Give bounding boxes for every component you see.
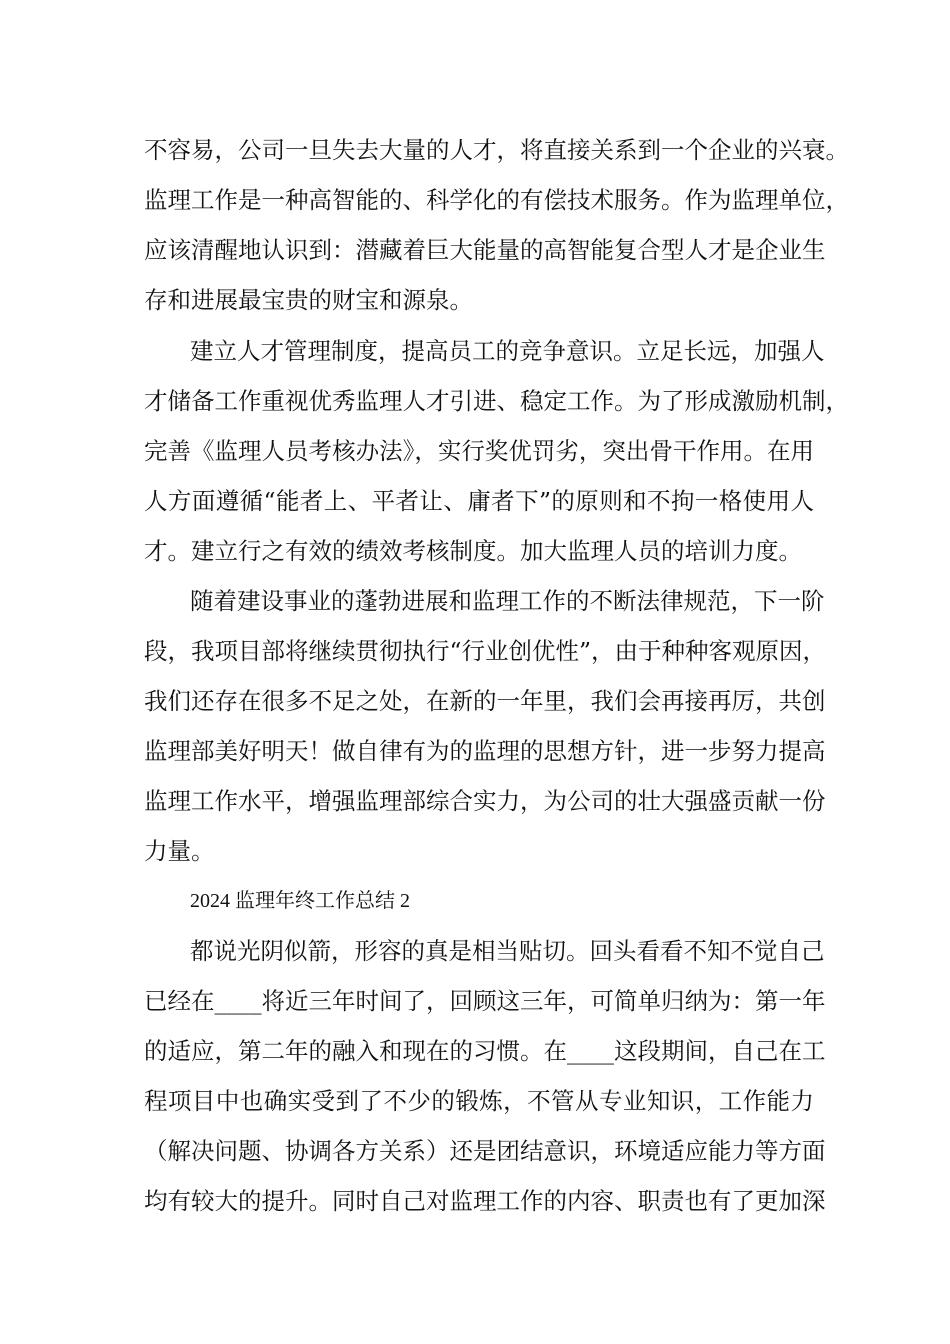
paragraph-2-line-5: 才。建立行之有效的绩效考核制度。加大监理人员的培训力度。 [144, 537, 802, 565]
paragraph-4-line-5: （解决问题、协调各方关系）还是团结意识，环境适应能力等方面 [144, 1137, 826, 1165]
paragraph-3-line-4: 监理部美好明天！做自律有为的监理的思想方针，进一步努力提高 [144, 737, 826, 765]
paragraph-2-line-2: 才储备工作重视优秀监理人才引进、稳定工作。为了形成激励机制， [144, 387, 849, 415]
paragraph-1-line-2: 监理工作是一种高智能的、科学化的有偿技术服务。作为监理单位， [144, 186, 849, 214]
paragraph-1-line-4: 存和进展最宝贵的财宝和源泉。 [144, 286, 473, 314]
paragraph-1-line-3: 应该清醒地认识到：潜藏着巨大能量的高智能复合型人才是企业生 [144, 236, 826, 264]
paragraph-2-line-1: 建立人才管理制度，提高员工的竞争意识。立足长远，加强人 [190, 337, 825, 365]
paragraph-4-line-2: 已经在____将近三年时间了，回顾这三年，可简单归纳为：第一年 [144, 987, 826, 1015]
paragraph-4-line-6: 均有较大的提升。同时自己对监理工作的内容、职责也有了更加深 [144, 1187, 826, 1215]
paragraph-3-line-3: 我们还存在很多不足之处，在新的一年里，我们会再接再厉，共创 [144, 687, 826, 715]
paragraph-3-line-5: 监理工作水平，增强监理部综合实力，为公司的壮大强盛贡献一份 [144, 787, 826, 815]
paragraph-1-line-1: 不容易，公司一旦失去大量的人才，将直接关系到一个企业的兴衰。 [144, 136, 849, 164]
paragraph-4-line-4: 程项目中也确实受到了不少的锻炼，不管从专业知识，工作能力 [144, 1087, 814, 1115]
paragraph-4-line-1: 都说光阴似箭，形容的真是相当贴切。回头看看不知不觉自己 [190, 937, 825, 965]
paragraph-2-line-3: 完善《监理人员考核办法》，实行奖优罚劣，突出骨干作用。在用 [144, 437, 814, 465]
paragraph-4-line-3: 的适应，第二年的融入和现在的习惯。在____这段期间，自己在工 [144, 1037, 826, 1065]
paragraph-3-line-1: 随着建设事业的蓬勃进展和监理工作的不断法律规范，下一阶 [190, 587, 825, 615]
paragraph-3-line-6: 力量。 [144, 837, 215, 865]
paragraph-3-line-2: 段，我项目部将继续贯彻执行“行业创优性”，由于种种客观原因， [144, 637, 827, 665]
paragraph-2-line-4: 人方面遵循“能者上、平者让、庸者下”的原则和不拘一格使用人 [144, 487, 814, 515]
section-heading: 2024 监理年终工作总结 2 [190, 890, 410, 912]
